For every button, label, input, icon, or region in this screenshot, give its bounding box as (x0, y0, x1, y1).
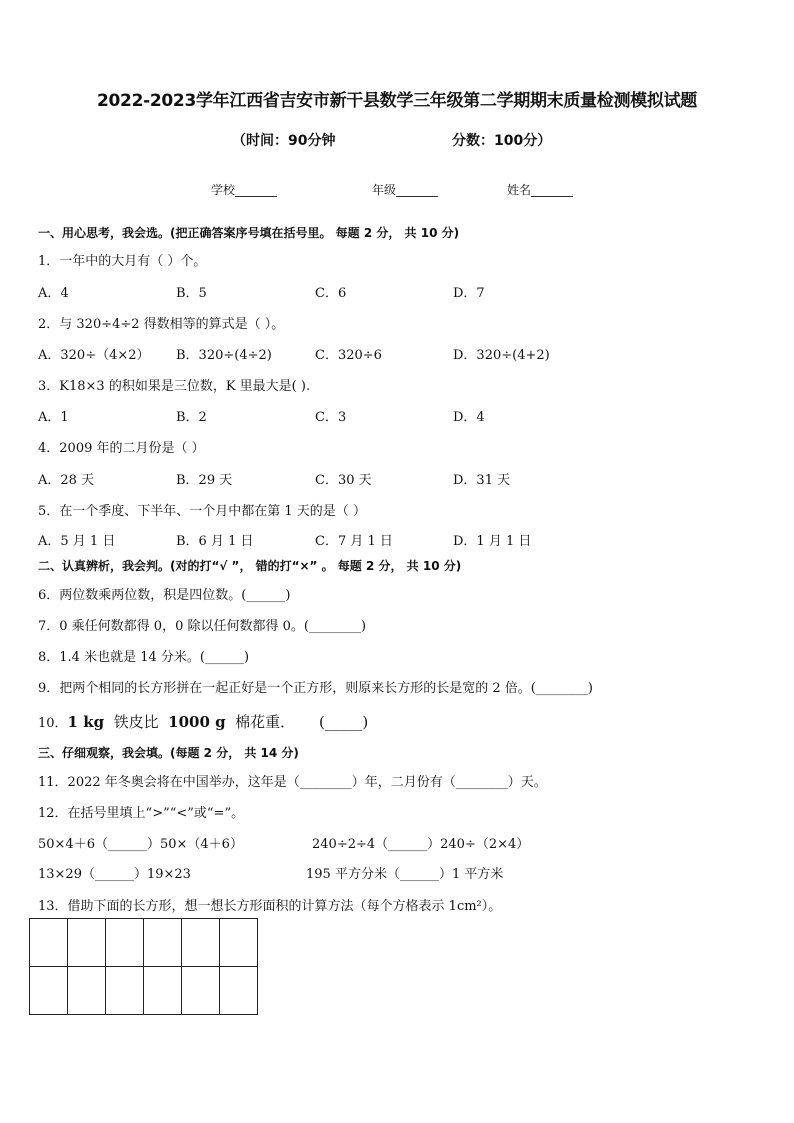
question-9: 9．把两个相同的长方形拼在一起正好是一个正方形，则原来长方形的长是宽的 2 倍。(________) (38, 681, 593, 696)
section-2-heading: 二、认真辨析，我会判。(对的打“√ ”， 错的打“×” 。 每题 2 分， 共 10 分) (38, 559, 462, 573)
question-3: 3．K18×3 的积如果是三位数，K 里最大是( ). (38, 379, 311, 394)
grid-cell (30, 967, 68, 1015)
q3-option-a: A．1 (38, 410, 69, 425)
q5-option-c: C．7 月 1 日 (315, 534, 393, 549)
grid-cell (106, 919, 144, 967)
q1-option-b: B．5 (176, 286, 207, 301)
q5-option-b: B．6 月 1 日 (176, 534, 254, 549)
q12-item-2: 240÷2÷4（______）240÷（2×4） (312, 837, 530, 852)
section-1-heading: 一、用心思考，我会选。(把正确答案序号填在括号里。 每题 2 分， 共 10 分) (38, 226, 460, 240)
q2-option-b: B．320÷(4÷2) (176, 348, 272, 363)
grid-row (30, 919, 258, 967)
question-8: 8．1.4 米也就是 14 分米。(______) (38, 650, 250, 665)
q3-option-b: B．2 (176, 410, 207, 425)
question-12: 12．在括号里填上“>”“<”或“=”。 (38, 806, 245, 821)
q2-option-d: D．320÷(4+2) (453, 348, 550, 363)
grade-field: 年级_______ (372, 183, 439, 197)
q3-option-d: D．4 (453, 410, 485, 425)
q2-option-c: C．320÷6 (315, 348, 382, 363)
q10-amount-c: 1000 g (168, 713, 226, 731)
q4-option-c: C．30 天 (315, 473, 372, 488)
grid-cell (144, 919, 182, 967)
q4-option-a: A．28 天 (38, 473, 95, 488)
q12-item-4: 195 平方分米（______）1 平方米 (306, 867, 504, 882)
section-3-heading: 三、仔细观察，我会填。(每题 2 分， 共 14 分) (38, 746, 299, 760)
question-6: 6．两位数乘两位数，积是四位数。(______) (38, 588, 291, 603)
school-field: 学校_______ (211, 183, 278, 197)
name-field: 姓名_______ (507, 183, 574, 197)
exam-time: （时间：90分钟 (232, 133, 336, 149)
question-10 (38, 711, 368, 732)
question-7: 7．0 乘任何数都得 0，0 除以任何数都得 0。(________) (38, 619, 367, 634)
q12-item-3: 13×29（______）19×23 (38, 867, 191, 882)
q12-item-1: 50×4＋6（______）50×（4＋6） (38, 837, 243, 852)
question-11: 11．2022 年冬奥会将在中国举办，这年是（________）年，二月份有（________）天。 (38, 775, 547, 790)
grid-row (30, 967, 258, 1015)
q1-option-c: C．6 (315, 286, 347, 301)
q10-number: 10． (38, 716, 68, 731)
q5-option-a: A．5 月 1 日 (38, 534, 116, 549)
page-title: 2022-2023学年江西省吉安市新干县数学三年级第二学期期末质量检测模拟试题 (97, 91, 697, 111)
q5-option-d: D．1 月 1 日 (453, 534, 532, 549)
grid-cell (220, 919, 258, 967)
grid-cell (182, 967, 220, 1015)
grid-cell (68, 967, 106, 1015)
q4-option-b: B．29 天 (176, 473, 233, 488)
question-5: 5．在一个季度、下半年、一个月中都在第 1 天的是（ ） (38, 504, 366, 519)
q10-text-b: 铁皮比 (104, 713, 169, 731)
q1-option-d: D．7 (453, 286, 485, 301)
q2-option-a: A．320÷（4×2） (38, 348, 150, 363)
question-1: 1．一年中的大月有（ ）个。 (38, 254, 207, 269)
q3-option-c: C．3 (315, 410, 347, 425)
q10-text-d: 棉花重． (_____) (225, 713, 369, 731)
grid-cell (182, 919, 220, 967)
grid-cell (30, 919, 68, 967)
q4-option-d: D．31 天 (453, 473, 511, 488)
question-4: 4．2009 年的二月份是（ ） (38, 441, 205, 456)
exam-score: 分数：100分） (452, 133, 552, 149)
question-2: 2．与 320÷4÷2 得数相等的算式是（ ）。 (38, 317, 285, 332)
grid-cell (144, 967, 182, 1015)
grid-cell (220, 967, 258, 1015)
question-13: 13．借助下面的长方形，想一想长方形面积的计算方法（每个方格表示 1cm²）。 (38, 899, 502, 914)
q10-amount-a: 1 kg (67, 713, 105, 731)
grid-cell (68, 919, 106, 967)
grid-cell (106, 967, 144, 1015)
q1-option-a: A．4 (38, 286, 69, 301)
rectangle-grid (29, 918, 258, 1015)
